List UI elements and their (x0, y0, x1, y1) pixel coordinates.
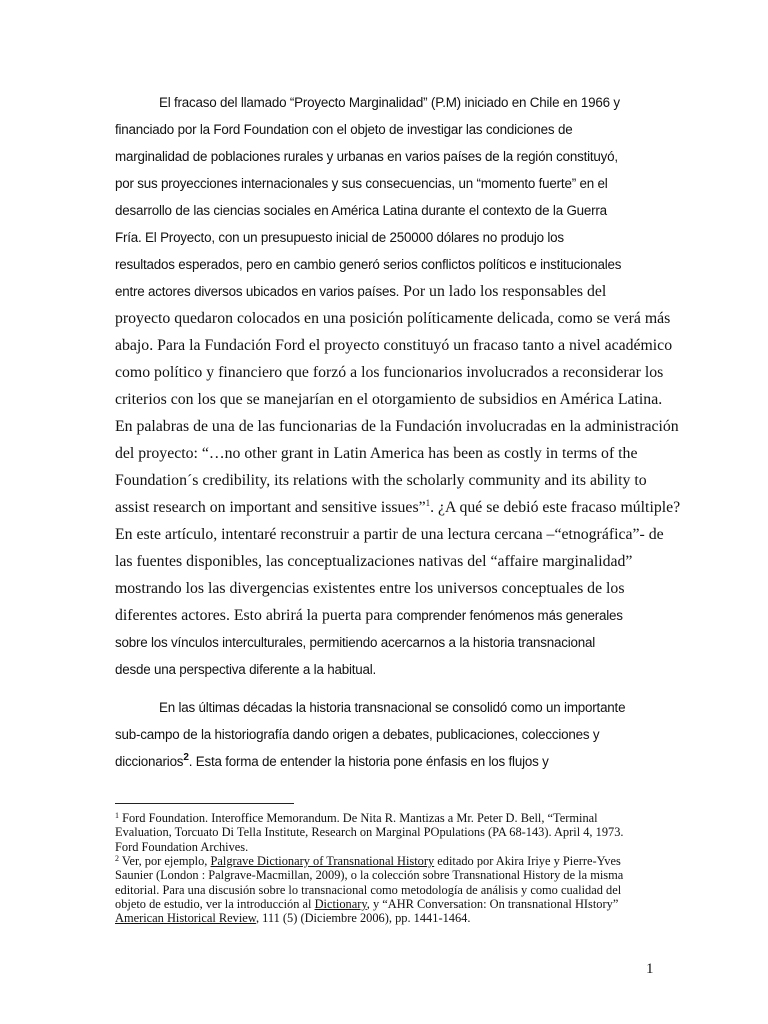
text-span: editado por Akira Iriye y Pierre-Yves (434, 854, 621, 868)
book-title-link[interactable]: Palgrave Dictionary of Transnational History (210, 854, 435, 868)
footnote-1 (115, 811, 665, 854)
text-span: , y “AHR Conversation: On transnational HIstory” (366, 896, 619, 911)
footnote-line: editorial. Para una discusión sobre lo transnacional como metodología de análisis y como cualidad del (115, 882, 622, 897)
text-line: Fría. El Proyecto, con un presupuesto inicial de 250000 dólares no produjo los (115, 230, 564, 245)
footnote-line: Ford Foundation Archives. (115, 839, 249, 854)
footnote-line (115, 854, 665, 868)
footnote-2 (115, 854, 665, 925)
text-span: , 111 (5) (Diciembre 2006), pp. 1441-1464. (255, 911, 471, 926)
text-line: En las últimas décadas la historia transnacional se consolidó como un importante (159, 700, 626, 715)
footnote-number: 2 (115, 854, 119, 863)
text-line: marginalidad de poblaciones rurales y urbanas en varios países de la región constituyó, (115, 149, 618, 164)
text-line (115, 278, 660, 305)
footnote-number: 1 (115, 811, 119, 820)
paragraph-2 (115, 694, 660, 775)
text-line: del proyecto: “…no other grant in Latin America has been as costly in terms of the (115, 445, 638, 462)
text-span: . Esta forma de entender la historia pone énfasis en los flujos y (188, 754, 549, 769)
text-line: las fuentes disponibles, las conceptualizaciones nativas del “affaire marginalidad” (115, 553, 633, 570)
text-line: desde una perspectiva diferente a la habitual. (115, 662, 377, 677)
text-line: proyecto quedaron colocados en una posición políticamente delicada, como se verá más (115, 310, 671, 327)
text-span: comprender fenómenos más generales (396, 608, 623, 623)
text-line: criterios con los que se manejarían en el otorgamiento de subsidios en América Latina. (115, 391, 663, 408)
dictionary-link[interactable]: Dictionary (314, 896, 367, 911)
footnote-line (115, 811, 665, 825)
text-line: Foundation´s credibility, its relations with the scholarly community and its ability to (115, 472, 647, 489)
text-span: diccionarios (115, 754, 184, 769)
footnote-line: Evaluation, Torcuato Di Tella Institute, Research on Marginal POpulations (PA 68-143). April 4, 1973. (115, 825, 624, 840)
text-line (115, 748, 660, 775)
text-line: El fracaso del llamado “Proyecto Marginalidad” (P.M) iniciado en Chile en 1966 y (159, 95, 620, 110)
text-line: resultados esperados, pero en cambio generó serios conflictos políticos e institucionales (115, 257, 622, 272)
text-span: entre actores diversos ubicados en varios países. (115, 284, 400, 299)
journal-title-link[interactable]: American Historical Review (115, 911, 256, 926)
text-line: En palabras de una de las funcionarias de la Fundación involucradas en la administración (115, 418, 679, 435)
paragraph-1 (115, 89, 681, 683)
footnote-line: Saunier (London : Palgrave-Macmillan, 2009), o la colección sobre Transnational History de la misma (115, 868, 624, 883)
text-line: por sus proyecciones internacionales y sus consecuencias, un “momento fuerte” en el (115, 176, 608, 191)
text-span: Por un lado los responsables del (399, 283, 607, 300)
text-line: financiado por la Ford Foundation con el objeto de investigar las condiciones de (115, 122, 573, 137)
footnote-line (115, 911, 665, 925)
text-span: objeto de estudio, ver la introducción al (115, 896, 315, 911)
text-span: Ford Foundation. Interoffice Memorandum. De Nita R. Mantizas a Mr. Peter D. Bell, “Terminal (119, 811, 598, 825)
footnote-ref-1[interactable]: 1 (425, 498, 431, 508)
footnote-ref-2[interactable]: 2 (183, 752, 189, 763)
text-line (115, 602, 660, 629)
text-line (115, 494, 681, 521)
text-span: Ver, por ejemplo, (119, 854, 211, 868)
text-span: assist research on important and sensitive issues” (115, 499, 426, 516)
footnote-line (115, 897, 665, 911)
text-line: mostrando los las divergencias existentes entre los universos conceptuales de los (115, 580, 625, 597)
text-line: desarrollo de las ciencias sociales en América Latina durante el contexto de la Guerra (115, 203, 607, 218)
page-number: 1 (646, 961, 654, 977)
text-line: En este artículo, intentaré reconstruir a partir de una lectura cercana –“etnográfica”- de (115, 526, 664, 543)
footnote-separator (115, 803, 294, 804)
text-line: abajo. Para la Fundación Ford el proyecto constituyó un fracaso tanto a nivel académico (115, 337, 673, 354)
text-span: . ¿A qué se debió este fracaso múltiple? (430, 499, 681, 516)
text-line: como político y financiero que forzó a los funcionarios involucrados a reconsiderar los (115, 364, 664, 381)
text-line: sobre los vínculos interculturales, permitiendo acercarnos a la historia transnacional (115, 635, 595, 650)
text-line: sub-campo de la historiografía dando origen a debates, publicaciones, colecciones y (115, 727, 600, 742)
text-span: diferentes actores. Esto abrirá la puerta para (115, 607, 397, 624)
